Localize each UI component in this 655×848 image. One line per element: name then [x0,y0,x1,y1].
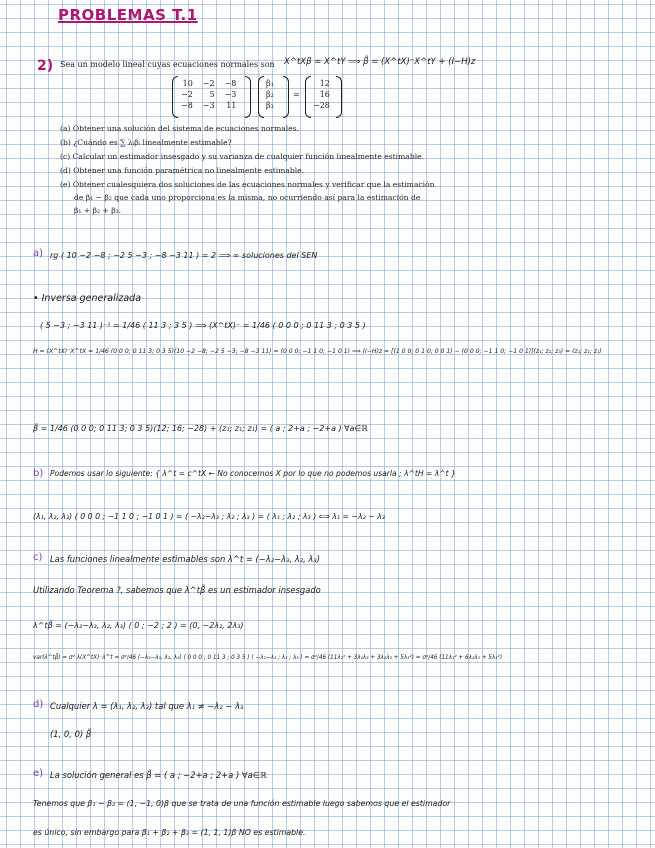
problem-number: 2) [37,58,54,74]
theorem-line: Utilizando Teorema ?, sabemos que λ^tβ̃ es un estimador insesgado [33,585,321,595]
label-e: e) [33,768,44,779]
matrix-a: 10 −2 −8 −2 5 −3 −8 −3 11 [181,79,237,110]
h-matrix-line: H = (X^tX)⁻X^tX = 1/46 (0 0 0; 0 11 3; 0 3 5)(10 −2 −8; −2 5 −3; −8 −3 11) = (0 0 0; −1 1 0; −1 0 1) ⟹ (I−H)z = [(1 0 0; 0 1 0; 0 0 1) − (0 0 0; −1 1 0; −1 0 1)](z₁; z₂; z₃) = (z₁; z₁; z₁) [33,348,602,355]
non-estimable-example: (1, 0, 0) β̃ [50,729,92,739]
label-b: b) [33,468,44,479]
rhs-bracket-right [336,76,342,118]
item-d: (d) Obtener una función paramétrica no linealmente estimable. [60,166,305,175]
matrix-bracket-right [245,76,251,118]
conclusion-line-1: Tenemos que β₁ − β₂ = (1, −1, 0)β que se trata de una función estimable luego sabemos que el estimador [33,799,451,808]
normal-equations-note: X^tXβ = X^tY ⟹ β̃ = (X^tX)⁻X^tY + (I−H)z [284,57,476,67]
problem-statement: Sea un modelo lineal cuyas ecuaciones normales son [60,60,275,69]
non-estimable-line: Cualquier λ = (λ₁, λ₂, λ₃) tal que λ₁ ≠ −λ₂ − λ₃ [50,701,244,711]
item-b: (b) ¿Cuándo es ∑ λᵢβᵢ linealmente estimable? [60,138,232,147]
inverse-line: ( 5 −3 ; −3 11 )⁻¹ = 1/46 ( 11 3 ; 3 5 ) ⟹ (X^tX)⁻ = 1/46 ( 0 0 0 ; 0 11 3 ; 0 3 5 ) [40,321,366,330]
estimator-line: λ^tβ̃ = (−λ₂−λ₃, λ₂, λ₃) ( 0 ; −2 ; 2 ) = (0, −2λ₂, 2λ₃) [33,621,244,630]
item-e-cont2: β₁ + β₂ + β₃. [74,206,122,215]
item-a: (a) Obtener una solución del sistema de ecuaciones normales. [60,124,300,133]
item-e-cont: de β₁ − β₂ que cada uno proporciona es la misma, no ocurriendo así para la estimación de [74,193,421,202]
page-title: PROBLEMAS T.1 [58,6,198,24]
generalized-inverse-heading: • Inversa generalizada [33,293,142,304]
rhs-vector: 12 16 −28 [313,79,330,110]
label-c: c) [33,552,43,563]
variance-line: var(λ^tβ̃) = σ² λ(X^tX)⁻λ^t = σ²/46 (−λ₂−λ₃, λ₂, λ₃) ( 0 0 0 ; 0 11 3 ; 0 3 5 ) ( −λ₂−λ₃ ; λ₂ ; λ₃ ) = σ²/46 (11λ₂² + 3λ₂λ₃ + 3λ₂λ₃ + 5λ₃²) = σ²/46 (11λ₂² + 6λ₂λ₃ + 5λ₃²) [33,655,503,661]
conclusion-line-2: es único, sin embargo para β₁ + β₂ + β₃ = (1, 1, 1)β NO es estimable. [33,828,306,837]
beta-vector: β₁ β₂ β₃ [266,79,274,110]
estimable-functions-line: Las funciones linealmente estimables son λ^t = (−λ₂−λ₃, λ₂, λ₃) [50,554,320,564]
general-solution-line: La solución general es β̃ = ( a ; −2+a ; 2+a ) ∀a∈ℝ [50,770,267,780]
rank-line: rg ( 10 −2 −8 ; −2 5 −3 ; −8 −3 11 ) = 2 ⟹ ∞ soluciones del SEN [50,251,318,260]
beta-solution-line: β̃ = 1/46 (0 0 0; 0 11 3; 0 3 5)(12; 16; −28) + (z₁; z₁; z₁) = ( a ; 2+a ; −2+a ) ∀a∈ℝ [33,424,368,433]
item-e: (e) Obtener cualesquiera dos soluciones de las ecuaciones normales y verificar que la estimación [60,180,435,189]
estimability-rule: Podemos usar lo siguiente: { λ^t = c^tX ← No conocemos X por lo que no podemos usarla ; λ^tH = λ^t } [50,469,456,478]
beta-bracket-right [283,76,289,118]
lambda-condition: (λ₁, λ₂, λ₃) ( 0 0 0 ; −1 1 0 ; −1 0 1 ) = ( −λ₂−λ₃ ; λ₂ ; λ₃ ) = ( λ₁ ; λ₂ ; λ₃ ) ⟺ λ₁ = −λ₂ − λ₃ [33,512,385,521]
label-d: d) [33,699,44,710]
label-a: a) [33,248,44,259]
equals-sign: = [293,90,300,99]
item-c: (c) Calcular un estimador insesgado y su varianza de cualquier función linealmente estimable. [60,152,425,161]
